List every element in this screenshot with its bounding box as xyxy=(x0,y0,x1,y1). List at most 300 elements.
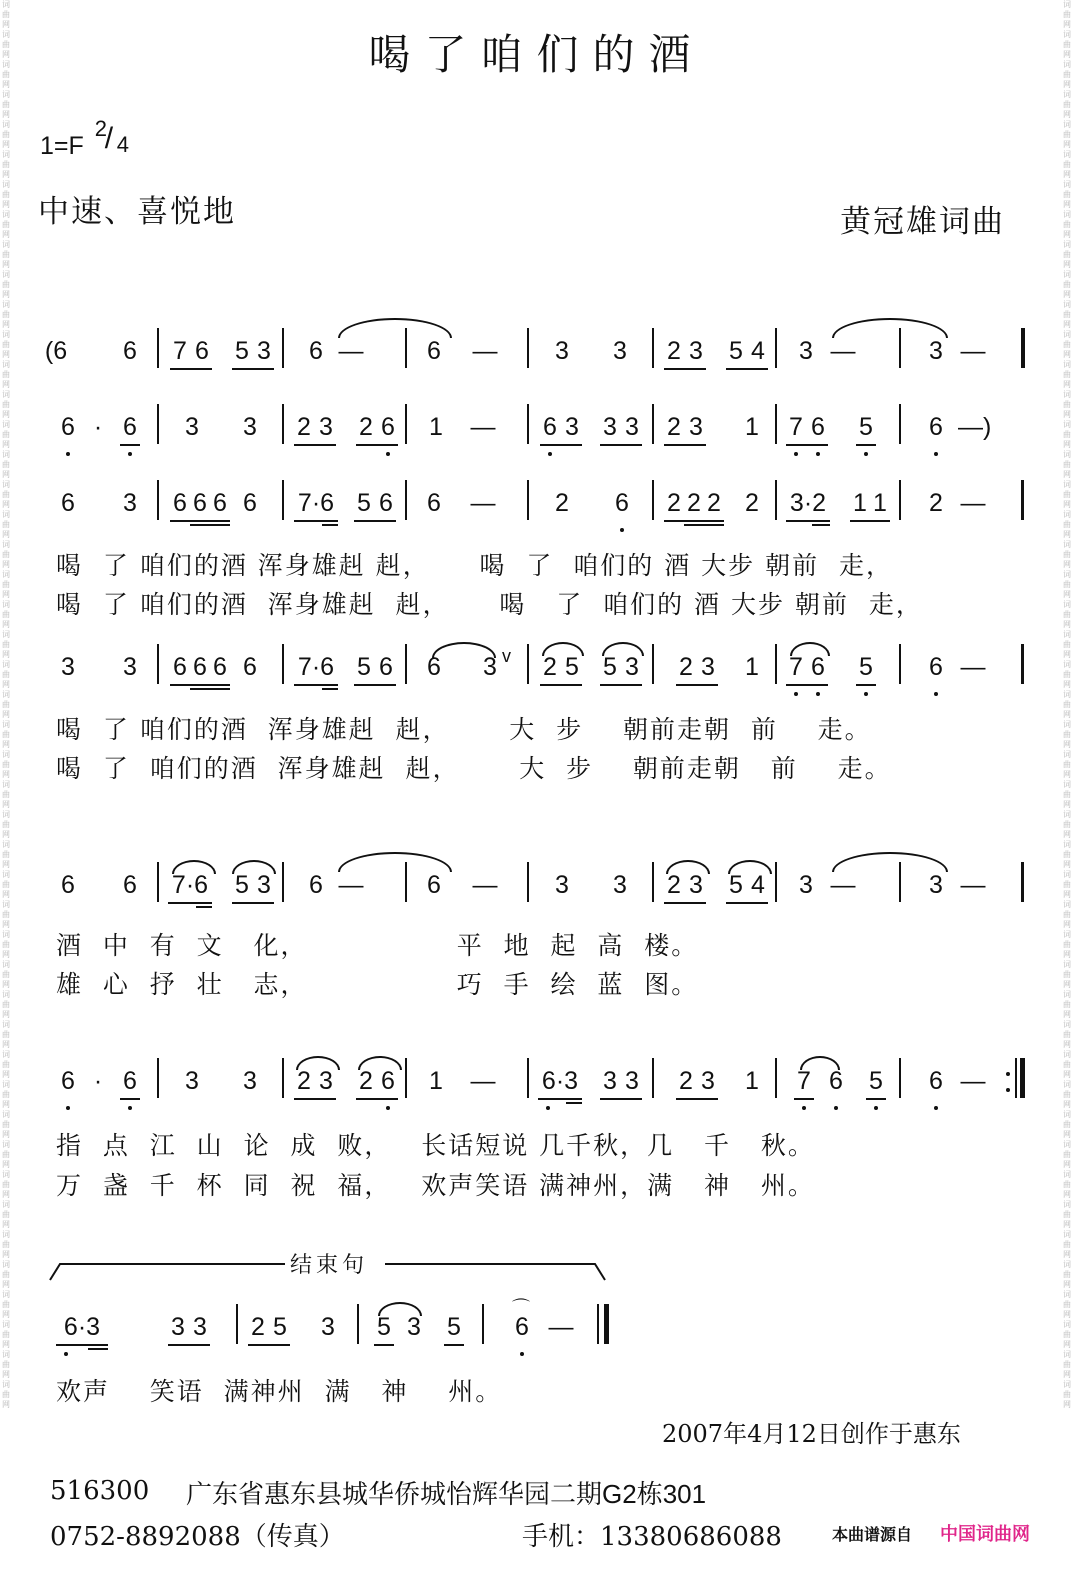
low-octave-dot xyxy=(548,452,552,456)
note: 2 xyxy=(359,1067,373,1095)
barline xyxy=(899,1058,901,1098)
beam xyxy=(600,444,642,446)
beam xyxy=(540,684,582,686)
note: 5 xyxy=(357,653,371,681)
beam xyxy=(600,684,642,686)
low-octave-dot xyxy=(520,1352,524,1356)
note: 5 xyxy=(235,871,249,899)
note: 2 xyxy=(251,1313,265,1341)
note: 5 xyxy=(565,653,579,681)
note: 6 xyxy=(309,337,323,365)
note: 3 xyxy=(319,413,333,441)
note: 3 xyxy=(555,337,569,365)
beam xyxy=(600,1098,642,1100)
beam xyxy=(812,524,830,526)
note: 6 xyxy=(929,653,943,681)
barline xyxy=(157,1058,159,1098)
beam xyxy=(170,520,230,522)
barline xyxy=(527,328,529,368)
beam xyxy=(190,524,230,526)
note: 6 xyxy=(193,489,207,517)
note: 6 xyxy=(381,413,395,441)
note: 6 xyxy=(123,413,137,441)
ending-bracket-line xyxy=(0,1244,1073,1294)
note: 6 xyxy=(173,489,187,517)
note: — xyxy=(472,871,498,899)
barline xyxy=(899,328,901,368)
note: 6 xyxy=(173,653,187,681)
mobile-number: 手机：13380686088 xyxy=(522,1522,782,1552)
note: 3 xyxy=(171,1313,185,1341)
postcode: 516300 xyxy=(50,1476,150,1506)
note: 2 xyxy=(667,413,681,441)
source-label: 本曲谱源自 xyxy=(832,1527,913,1544)
beam xyxy=(664,520,724,522)
beam xyxy=(676,684,718,686)
note: 1 xyxy=(873,489,887,517)
note: 6 xyxy=(829,1067,843,1095)
note: — xyxy=(960,337,986,365)
note: 6 xyxy=(427,337,441,365)
note: 3 xyxy=(243,413,257,441)
barline xyxy=(527,1058,529,1098)
note: 6 xyxy=(61,489,75,517)
note: 3 xyxy=(625,413,639,441)
low-octave-dot xyxy=(934,452,938,456)
note: 3 xyxy=(799,337,813,365)
barline xyxy=(775,404,777,444)
note: 6 xyxy=(243,653,257,681)
beam xyxy=(786,444,828,446)
note: 6 xyxy=(123,871,137,899)
note: 6 xyxy=(123,337,137,365)
beam xyxy=(196,906,212,908)
note: — xyxy=(548,1313,574,1341)
note: — xyxy=(960,871,986,899)
note: 3 xyxy=(929,871,943,899)
dot-extension: · xyxy=(93,1067,103,1095)
site-name-link[interactable]: 中国词曲网 xyxy=(940,1524,1030,1544)
note: 6 xyxy=(123,1067,137,1095)
barline xyxy=(405,644,407,684)
note: 3 xyxy=(929,337,943,365)
note: 4 xyxy=(751,337,765,365)
beam xyxy=(168,1344,210,1346)
repeat-dot xyxy=(1006,1088,1010,1092)
barline xyxy=(157,404,159,444)
lyrics-verse-1: 喝 了 咱们的酒 浑身雄赳 赳， 大 步 朝前走朝 前 走。 xyxy=(56,715,872,744)
composition-date: 2007年4月12日创作于惠东 xyxy=(662,1420,961,1448)
beam xyxy=(120,444,140,446)
note: 3 xyxy=(701,653,715,681)
score-system-6 xyxy=(0,1066,1073,1106)
beam xyxy=(664,902,706,904)
lyrics-verse-2: 雄 心 抒 壮 志， 巧 手 绘 蓝 图。 xyxy=(56,970,699,999)
note: 1 xyxy=(429,1067,443,1095)
note: — xyxy=(470,489,496,517)
note: 3 xyxy=(243,1067,257,1095)
note: 5 xyxy=(235,337,249,365)
beam xyxy=(540,444,582,446)
note: (6 xyxy=(44,337,68,365)
note: 7 xyxy=(797,1067,811,1095)
note: 6 xyxy=(929,413,943,441)
note: 3 xyxy=(321,1313,335,1341)
beam xyxy=(294,684,338,686)
barline xyxy=(405,328,407,368)
barline xyxy=(236,1304,238,1344)
note: 6 xyxy=(615,489,629,517)
note: 6 xyxy=(379,489,393,517)
beam xyxy=(294,444,336,446)
beam xyxy=(444,1344,464,1346)
barline xyxy=(1021,480,1024,520)
note: 3 xyxy=(603,413,617,441)
final-barline xyxy=(597,1304,599,1344)
beam xyxy=(322,688,338,690)
note: 6 xyxy=(811,653,825,681)
note: 6 xyxy=(61,1067,75,1095)
note: — xyxy=(470,1067,496,1095)
tie xyxy=(338,318,452,338)
lyrics-verse-2: 万 盏 千 杯 同 祝 福， 欢声笑语 满神州，满 神 州。 xyxy=(56,1171,815,1200)
low-octave-dot xyxy=(864,692,868,696)
low-octave-dot xyxy=(620,528,624,532)
note: 3 xyxy=(689,337,703,365)
barline xyxy=(1021,862,1024,902)
barline xyxy=(652,328,654,368)
barline xyxy=(157,328,159,368)
beam xyxy=(856,684,876,686)
low-octave-dot xyxy=(386,1106,390,1110)
note: 2 xyxy=(667,871,681,899)
lyrics-verse-1: 喝 了 咱们的酒 浑身雄赳 赳， 喝 了 咱们的 酒 大步 朝前 走， xyxy=(56,551,893,580)
note: — xyxy=(960,653,986,681)
barline xyxy=(527,480,529,520)
phone-fax: 0752-8892088（传真） xyxy=(50,1522,345,1552)
note: 6·3 xyxy=(541,1067,579,1095)
low-octave-dot xyxy=(802,1106,806,1110)
beam xyxy=(322,524,338,526)
note: 2 xyxy=(679,653,693,681)
barline xyxy=(775,644,777,684)
note: 5 xyxy=(603,653,617,681)
right-watermark: 词曲网词曲网词曲网词曲网词曲网词曲网词曲网词曲网词曲网词曲网词曲网词曲网词曲网词曲网词曲网词曲网词曲网词曲网词曲网词曲网词曲网词曲网词曲网词曲网词曲网词曲网词曲网词曲网词曲网词曲网词曲网词曲网词曲网词曲网词曲网词曲网词曲网词曲网词曲网词曲网词曲网词曲网词曲网词曲网词曲网词曲网词曲网 xyxy=(1063,0,1071,1409)
barline xyxy=(652,1058,654,1098)
note: 3 xyxy=(701,1067,715,1095)
barline xyxy=(652,404,654,444)
low-octave-dot xyxy=(834,1106,838,1110)
lyrics-ending: 欢声 笑语 满神州 满 神 州。 xyxy=(56,1377,503,1406)
note: 3 xyxy=(603,1067,617,1095)
beam xyxy=(566,1102,582,1104)
score-system-2 xyxy=(0,412,1073,452)
barline xyxy=(405,480,407,520)
final-barline xyxy=(604,1304,609,1344)
barline xyxy=(527,644,529,684)
barline xyxy=(775,862,777,902)
note: 7·6 xyxy=(297,653,335,681)
ending-label: 结束句 xyxy=(290,1253,369,1278)
score-system-5 xyxy=(0,870,1073,910)
barline xyxy=(357,1304,359,1344)
low-octave-dot xyxy=(66,1106,70,1110)
barline xyxy=(1021,644,1024,684)
barline xyxy=(899,404,901,444)
low-octave-dot xyxy=(794,452,798,456)
note: 7 xyxy=(173,337,187,365)
score-system-3 xyxy=(0,488,1073,528)
note: 2 xyxy=(679,1067,693,1095)
barline xyxy=(652,480,654,520)
note: 4 xyxy=(751,871,765,899)
barline xyxy=(482,1304,484,1344)
barline xyxy=(652,644,654,684)
barline xyxy=(775,480,777,520)
barline xyxy=(899,480,901,520)
note: 5 xyxy=(357,489,371,517)
barline xyxy=(899,644,901,684)
beam xyxy=(354,520,396,522)
barline xyxy=(157,480,159,520)
note: — xyxy=(960,1067,986,1095)
note: 2 xyxy=(555,489,569,517)
composer-credit: 黄冠雄词曲 xyxy=(840,204,1005,240)
barline xyxy=(899,862,901,902)
note: 6 xyxy=(309,871,323,899)
beam xyxy=(232,902,274,904)
note: 3 xyxy=(625,653,639,681)
note: 6 xyxy=(929,1067,943,1095)
low-octave-dot xyxy=(874,1106,878,1110)
note: 5 xyxy=(273,1313,287,1341)
note: 6 xyxy=(61,871,75,899)
barline xyxy=(527,862,529,902)
low-octave-dot xyxy=(386,452,390,456)
barline xyxy=(282,328,284,368)
note: 1 xyxy=(745,413,759,441)
note: 3 xyxy=(61,653,75,681)
note: 3·2 xyxy=(789,489,827,517)
dot-extension: · xyxy=(93,413,103,441)
beam xyxy=(168,902,212,904)
note: 3 xyxy=(319,1067,333,1095)
repeat-barline xyxy=(1015,1058,1017,1098)
left-watermark: 词曲网词曲网词曲网词曲网词曲网词曲网词曲网词曲网词曲网词曲网词曲网词曲网词曲网词曲网词曲网词曲网词曲网词曲网词曲网词曲网词曲网词曲网词曲网词曲网词曲网词曲网词曲网词曲网词曲网词曲网词曲网词曲网词曲网词曲网词曲网词曲网词曲网词曲网词曲网词曲网词曲网词曲网词曲网词曲网词曲网词曲网词曲网 xyxy=(2,0,10,1409)
note: — xyxy=(472,337,498,365)
tie xyxy=(832,852,948,872)
low-octave-dot xyxy=(934,692,938,696)
beam xyxy=(786,684,828,686)
barline xyxy=(282,862,284,902)
note: 7 xyxy=(789,653,803,681)
lyrics-verse-2: 喝 了 咱们的酒 浑身雄赳 赳， 喝 了 咱们的 酒 大步 朝前 走， xyxy=(56,590,923,619)
tie xyxy=(832,318,948,338)
note: 6 xyxy=(427,871,441,899)
beam xyxy=(190,688,230,690)
note: 1 xyxy=(745,1067,759,1095)
beam xyxy=(88,1348,108,1350)
note: 3 xyxy=(407,1313,421,1341)
note: 6·3 xyxy=(63,1313,101,1341)
beam xyxy=(120,1098,140,1100)
beam xyxy=(248,1344,290,1346)
beam xyxy=(294,1098,336,1100)
low-octave-dot xyxy=(816,452,820,456)
beam xyxy=(794,1098,814,1100)
key-signature: 1=F 2 / 4 xyxy=(40,116,129,160)
barline xyxy=(282,1058,284,1098)
note: 3 xyxy=(257,337,271,365)
note: 3 xyxy=(185,1067,199,1095)
note: 7 xyxy=(789,413,803,441)
barline xyxy=(405,404,407,444)
note: 3 xyxy=(613,871,627,899)
beam xyxy=(856,444,876,446)
note: — xyxy=(470,413,496,441)
lyrics-verse-1: 酒 中 有 文 化， 平 地 起 高 楼。 xyxy=(56,931,699,960)
note: 2 xyxy=(745,489,759,517)
beam xyxy=(726,368,768,370)
note: 2 xyxy=(687,489,701,517)
beam xyxy=(786,520,830,522)
note: 3 xyxy=(123,489,137,517)
fermata-icon: ⌒ xyxy=(512,1298,530,1319)
note: 5 xyxy=(859,413,873,441)
beam xyxy=(664,368,706,370)
beam xyxy=(374,1344,394,1346)
beam xyxy=(170,368,212,370)
note: 5 xyxy=(729,871,743,899)
beam xyxy=(356,1098,398,1100)
score-system-ending xyxy=(0,1298,1073,1352)
note: — xyxy=(338,871,364,899)
note: 3 xyxy=(613,337,627,365)
beam xyxy=(356,444,398,446)
barline xyxy=(1021,328,1025,368)
beam xyxy=(170,684,230,686)
note: 5 xyxy=(377,1313,391,1341)
low-octave-dot xyxy=(546,1106,550,1110)
low-octave-dot xyxy=(128,452,132,456)
note: 5 xyxy=(859,653,873,681)
note: —) xyxy=(958,413,992,441)
beam xyxy=(676,1098,718,1100)
beam xyxy=(866,1098,886,1100)
note: — xyxy=(960,489,986,517)
low-octave-dot xyxy=(816,692,820,696)
note: — xyxy=(338,337,364,365)
note: 6 xyxy=(61,413,75,441)
note: 3 xyxy=(625,1067,639,1095)
note: 3 xyxy=(689,871,703,899)
note: — xyxy=(830,871,856,899)
score-system-1 xyxy=(0,336,1073,376)
low-octave-dot xyxy=(794,692,798,696)
note: 2 xyxy=(667,489,681,517)
note: 6 xyxy=(427,489,441,517)
beam xyxy=(354,684,396,686)
score-system-4 xyxy=(0,646,1073,692)
note: 3 xyxy=(185,413,199,441)
beam xyxy=(684,524,724,526)
barline xyxy=(775,1058,777,1098)
note: 5 xyxy=(729,337,743,365)
breath-mark: v xyxy=(502,646,511,666)
low-octave-dot xyxy=(66,452,70,456)
beam xyxy=(294,520,338,522)
low-octave-dot xyxy=(128,1106,132,1110)
low-octave-dot xyxy=(864,452,868,456)
note: 6 xyxy=(193,653,207,681)
beam xyxy=(56,1344,108,1346)
barline xyxy=(282,480,284,520)
note: 6 xyxy=(515,1313,529,1341)
note: 6 xyxy=(243,489,257,517)
note: 3 xyxy=(123,653,137,681)
note: — xyxy=(830,337,856,365)
repeat-dot xyxy=(1006,1072,1010,1076)
barline xyxy=(157,862,159,902)
note: 6 xyxy=(195,337,209,365)
note: 3 xyxy=(555,871,569,899)
note: 2 xyxy=(667,337,681,365)
beam xyxy=(726,902,768,904)
note: 2 xyxy=(929,489,943,517)
note: 3 xyxy=(799,871,813,899)
low-octave-dot xyxy=(64,1352,68,1356)
beam xyxy=(664,444,706,446)
note: 3 xyxy=(689,413,703,441)
barline xyxy=(775,328,777,368)
note: 2 xyxy=(297,1067,311,1095)
note: 7·6 xyxy=(171,871,209,899)
note: 6 xyxy=(213,489,227,517)
note: 6 xyxy=(811,413,825,441)
beam xyxy=(850,520,890,522)
low-octave-dot xyxy=(934,1106,938,1110)
note: 2 xyxy=(543,653,557,681)
barline xyxy=(405,862,407,902)
note: 2 xyxy=(359,413,373,441)
barline xyxy=(282,644,284,684)
beam xyxy=(232,368,274,370)
note: 6 xyxy=(543,413,557,441)
address: 广东省惠东县城华侨城怡辉华园二期G2栋301 xyxy=(186,1479,707,1510)
note: 1 xyxy=(745,653,759,681)
song-title: 喝了咱们的酒 xyxy=(368,30,705,79)
note: 5 xyxy=(447,1313,461,1341)
note: 6 xyxy=(213,653,227,681)
time-signature: 2 / 4 xyxy=(94,116,129,157)
barline xyxy=(405,1058,407,1098)
note: 3 xyxy=(193,1313,207,1341)
tie xyxy=(338,852,452,872)
note: 6 xyxy=(427,653,441,681)
beam xyxy=(538,1098,582,1100)
note: 5 xyxy=(869,1067,883,1095)
note: 6 xyxy=(379,653,393,681)
repeat-barline xyxy=(1020,1058,1025,1098)
note: 6 xyxy=(381,1067,395,1095)
barline xyxy=(157,644,159,684)
lyrics-verse-2: 喝 了 咱们的酒 浑身雄赳 赳， 大 步 朝前走朝 前 走。 xyxy=(56,754,892,783)
lyrics-verse-1: 指 点 江 山 论 成 败， 长话短说 几千秋，几 千 秋。 xyxy=(56,1131,815,1160)
tempo-marking: 中速、喜悦地 xyxy=(38,194,236,230)
note: 2 xyxy=(707,489,721,517)
note: 2 xyxy=(297,413,311,441)
note: 3 xyxy=(483,653,497,681)
